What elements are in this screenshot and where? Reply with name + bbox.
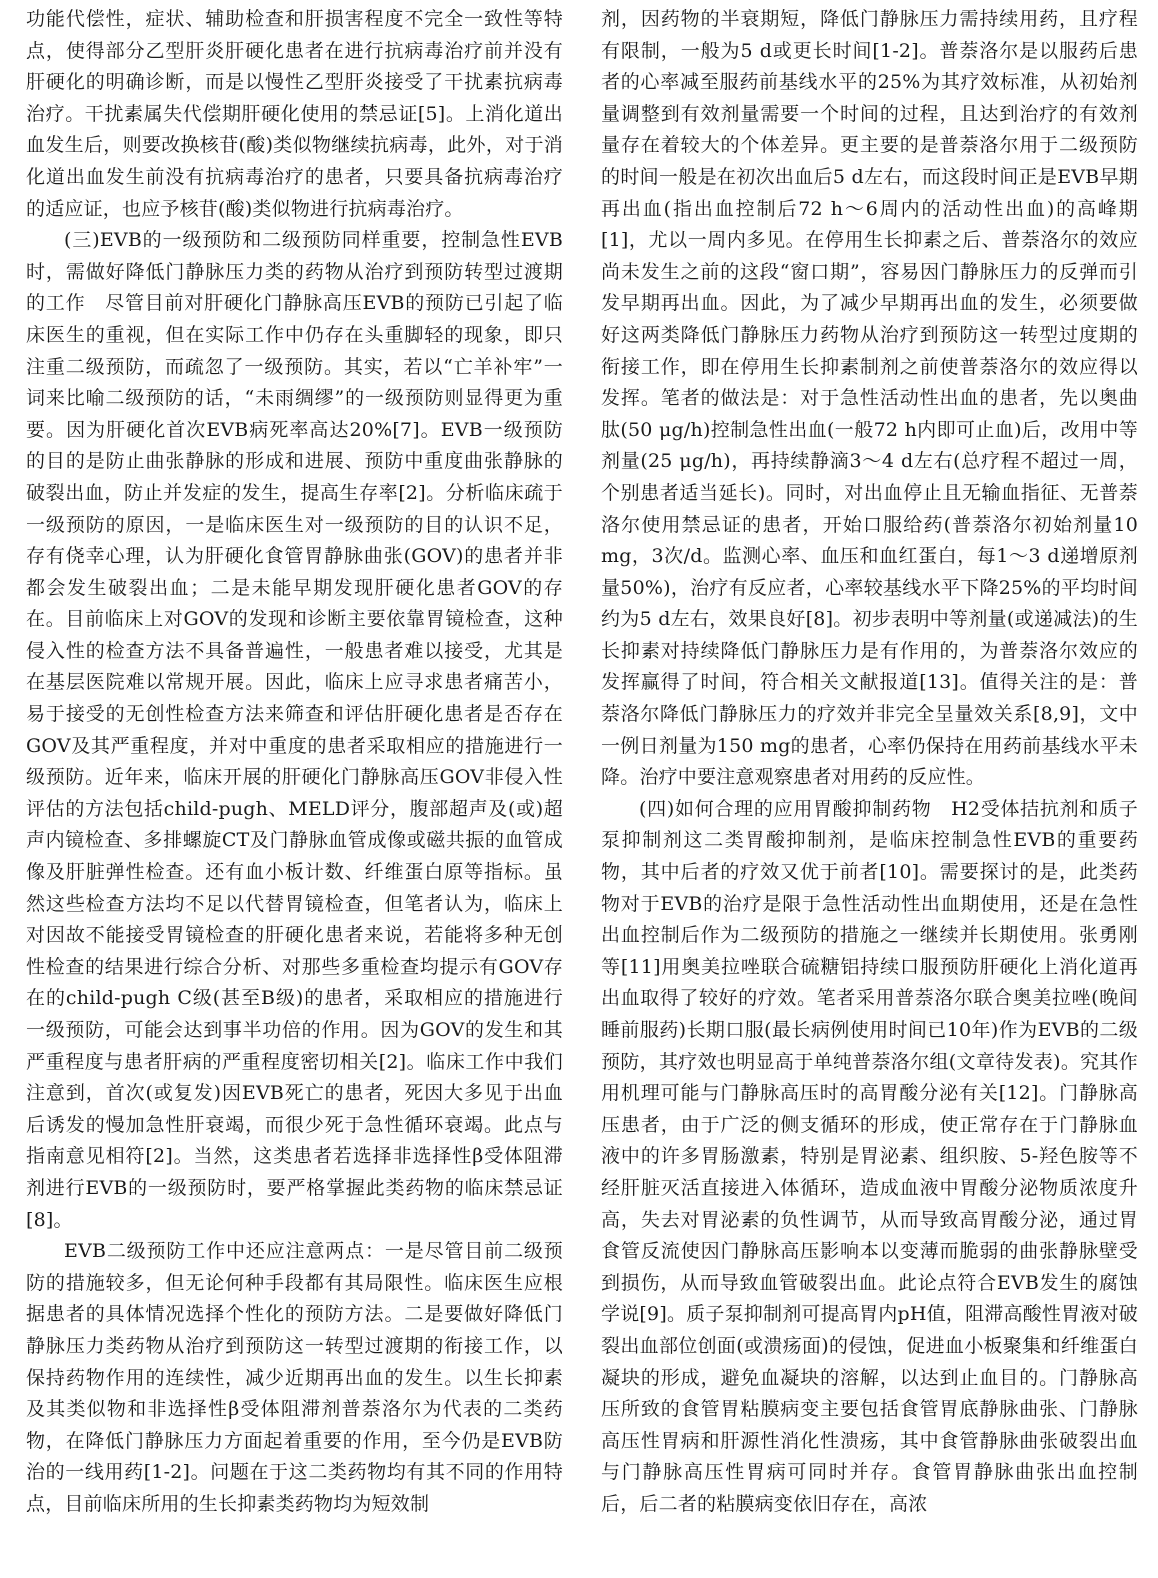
paragraph-left-2: (三)EVB的一级预防和二级预防同样重要，控制急性EVB时，需做好降低门静脉压力类的药物从治疗到预防转型过渡期的工作 尽管目前对肝硬化门静脉高压EVB的预防已引起了临床医生的重视，但在实际工作中仍存在头重脚轻的现象，即只注重二级预防，而疏忽了一级预防。其实，若以“亡羊补牢”一词来比喻二级预防的话，“未雨绸缪”的一级预防则显得更为重要。因为肝硬化首次EVB病死率高达20%[7]。EVB一级预防的目的是防止曲张静脉的形成和进展、预防中重度曲张静脉的破裂出血，防止并发症的发生，提高生存率[2]。分析临床疏于一级预防的原因，一是临床医生对一级预防的目的认识不足，存有侥幸心理，认为肝硬化食管胃静脉曲张(GOV)的患者并非都会发生破裂出血；二是未能早期发现肝硬化患者GOV的存在。目前临床上对GOV的发现和诊断主要依靠胃镜检查，这种侵入性的检查方法不具备普遍性，一般患者难以接受，尤其是在基层医院难以常规开展。因此，临床上应寻求患者痛苦小，易于接受的无创性检查方法来筛查和评估肝硬化患者是否存在GOV及其严重程度，并对中重度的患者采取相应的措施进行一级预防。近年来，临床开展的肝硬化门静脉高压GOV非侵入性评估的方法包括child-pugh、MELD评分，腹部超声及(或)超声内镜检查、多排螺旋CT及门静脉血管成像或磁共振的血管成像及肝脏弹性检查。还有血小板计数、纤维蛋白原等指标。虽然这些检查方法均不足以代替胃镜检查，但笔者认为，临床上对因故不能接受胃镜检查的肝硬化患者来说，若能将多种无创性检查的结果进行综合分析、对那些多重检查均提示有GOV存在的child-pugh C级(甚至B级)的患者，采取相应的措施进行一级预防，可能会达到事半功倍的作用。因为GOV的发生和其严重程度与患者肝病的严重程度密切相关[2]。临床工作中我们注意到，首次(或复发)因EVB死亡的患者，死因大多见于出血后诱发的慢加急性肝衰竭，而很少死于急性循环衰竭。此点与指南意见相符[2]。当然，这类患者若选择非选择性β受体阻滞剂进行EVB的一级预防时，要严格掌握此类药物的临床禁忌证[8]。 xyxy=(26,229,563,1231)
right-column xyxy=(601,4,1138,1578)
paragraph-left-3: EVB二级预防工作中还应注意两点：一是尽管目前二级预防的措施较多，但无论何种手段都有其局限性。临床医生应根据患者的具体情况选择个性化的预防方法。二是要做好降低门静脉压力类药物从治疗到预防这一转型过渡期的衔接工作，以保持药物作用的连续性，减少近期再出血的发生。以生长抑素及其类似物和非选择性β受体阻滞剂普萘洛尔为代表的二类药物，在降低门静脉压力方面起着重要的作用，至今仍是EVB防治的一线用药[1-2]。问题在于这二类药物均有其不同的作用特点，目前临床所用的生长抑素类药物均为短效制 xyxy=(26,1240,563,1515)
paragraph-right-1: 剂，因药物的半衰期短，降低门静脉压力需持续用药，且疗程有限制，一般为5 d或更长时间[1-2]。普萘洛尔是以服药后患者的心率减至服药前基线水平的25%为其疗效标准，从初始剂量调整到有效剂量需要一个时间的过程，且达到治疗的有效剂量存在着较大的个体差异。更主要的是普萘洛尔用于二级预防的时间一般是在初次出血后5 d左右，而这段时间正是EVB早期再出血(指出血控制后72 h～6周内的活动性出血)的高峰期[1]，尤以一周内多见。在停用生长抑素之后、普萘洛尔的效应尚未发生之前的这段“窗口期”，容易因门静脉压力的反弹而引发早期再出血。因此，为了减少早期再出血的发生，必须要做好这两类降低门静脉压力药物从治疗到预防这一转型过度期的衔接工作，即在停用生长抑素制剂之前使普萘洛尔的效应得以发挥。笔者的做法是：对于急性活动性出血的患者，先以奥曲肽(50 μg/h)控制急性出血(一般72 h内即可止血)后，改用中等剂量(25 μg/h)，再持续静滴3～4 d左右(总疗程不超过一周，个别患者适当延长)。同时，对出血停止且无输血指征、无普萘洛尔使用禁忌证的患者，开始口服给药(普萘洛尔初始剂量10 mg，3次/d。监测心率、血压和血红蛋白，每1～3 d递增原剂量50%)，治疗有反应者，心率较基线水平下降25%的平均时间约为5 d左右，效果良好[8]。初步表明中等剂量(或递减法)的生长抑素对持续降低门静脉压力是有作用的，为普萘洛尔效应的发挥赢得了时间，符合相关文献报道[13]。值得关注的是：普萘洛尔降低门静脉压力的疗效并非完全呈量效关系[8,9]，文中一例日剂量为150 mg的患者，心率仍保持在用药前基线水平未降。治疗中要注意观察患者对用药的反应性。 xyxy=(601,8,1138,789)
paragraph-left-1: 功能代偿性，症状、辅助检查和肝损害程度不完全一致性等特点，使得部分乙型肝炎肝硬化患者在进行抗病毒治疗前并没有肝硬化的明确诊断，而是以慢性乙型肝炎接受了干扰素抗病毒治疗。干扰素属失代偿期肝硬化使用的禁忌证[5]。上消化道出血发生后，则要改换核苷(酸)类似物继续抗病毒，此外，对于消化道出血发生前没有抗病毒治疗的患者，只要具备抗病毒治疗的适应证，也应予核苷(酸)类似物进行抗病毒治疗。 xyxy=(26,8,563,220)
paragraph-right-2: (四)如何合理的应用胃酸抑制药物 H2受体拮抗剂和质子泵抑制剂这二类胃酸抑制剂，是临床控制急性EVB的重要药物，其中后者的疗效又优于前者[10]。需要探讨的是，此类药物对于EVB的治疗是限于急性活动性出血期使用，还是在急性出血控制后作为二级预防的措施之一继续并长期使用。张勇刚等[11]用奥美拉唑联合硫糖铝持续口服预防肝硬化上消化道再出血取得了较好的疗效。笔者采用普萘洛尔联合奥美拉唑(晚间睡前服药)长期口服(最长病例使用时间已10年)作为EVB的二级预防，其疗效也明显高于单纯普萘洛尔组(文章待发表)。究其作用机理可能与门静脉高压时的高胃酸分泌有关[12]。门静脉高压患者，由于广泛的侧支循环的形成，使正常存在于门静脉血液中的许多胃肠激素，特别是胃泌素、组织胺、5-羟色胺等不经肝脏灭活直接进入体循环，造成血液中胃酸分泌物质浓度升高，失去对胃泌素的负性调节，从而导致高胃酸分泌，通过胃食管反流使因门静脉高压影响本以变薄而脆弱的曲张静脉壁受到损伤，从而导致血管破裂出血。此论点符合EVB发生的腐蚀学说[9]。质子泵抑制剂可提高胃内pH值，阻滞高酸性胃液对破裂出血部位创面(或溃疡面)的侵蚀，促进血小板聚集和纤维蛋白凝块的形成，避免血凝块的溶解，以达到止血目的。门静脉高压所致的食管胃粘膜病变主要包括食管胃底静脉曲张、门静脉高压性胃病和肝源性消化性溃疡，其中食管静脉曲张破裂出血与门静脉高压性胃病可同时并存。食管胃静脉曲张出血控制后，后二者的粘膜病变依旧存在，高浓 xyxy=(601,797,1138,1515)
left-column xyxy=(26,4,563,1578)
